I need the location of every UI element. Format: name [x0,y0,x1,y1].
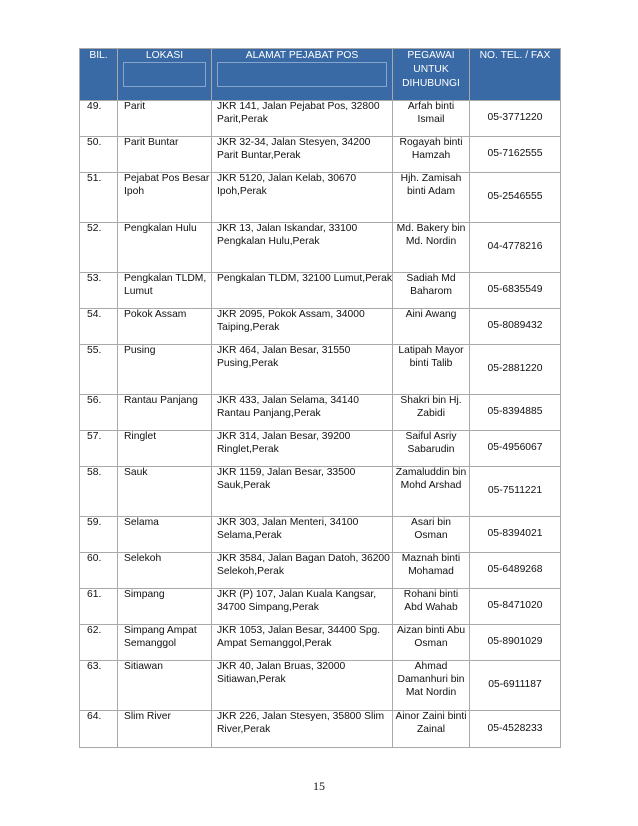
row-number: 62. [80,625,118,661]
row-contact: Sadiah Md Baharom [393,273,470,309]
row-contact: Ainor Zaini binti Zainal [393,711,470,748]
table-row [80,223,561,273]
row-contact: Rogayah binti Hamzah [393,137,470,173]
row-location: Ringlet [118,431,212,467]
header-pegawai: PEGAWAI UNTUK DIHUBUNGI [393,49,470,101]
row-location: Parit Buntar [118,137,212,173]
row-number: 61. [80,589,118,625]
header-tel: NO. TEL. / FAX [470,49,561,101]
row-address: JKR 303, Jalan Menteri, 34100 Selama,Perak [212,517,393,553]
table-row [80,101,561,137]
row-number: 53. [80,273,118,309]
row-contact: Zamaluddin bin Mohd Arshad [393,467,470,517]
row-contact: Maznah binti Mohamad [393,553,470,589]
row-number: 58. [80,467,118,517]
table-row [80,137,561,173]
row-number: 54. [80,309,118,345]
row-phone: 05-8089432 [470,309,561,345]
table-row [80,467,561,517]
row-phone: 05-4528233 [470,711,561,748]
table-header [80,49,561,101]
row-number: 59. [80,517,118,553]
row-contact: Rohani binti Abd Wahab [393,589,470,625]
row-address: JKR 3584, Jalan Bagan Datoh, 36200 Selekoh,Perak [212,553,393,589]
row-phone: 05-2881220 [470,345,561,395]
row-contact: Md. Bakery bin Md. Nordin [393,223,470,273]
table-row [80,345,561,395]
table-row [80,711,561,748]
row-contact: Ahmad Damanhuri bin Mat Nordin [393,661,470,711]
row-location: Pusing [118,345,212,395]
row-phone: 05-6911187 [470,661,561,711]
row-location: Pokok Assam [118,309,212,345]
row-location: Pejabat Pos Besar Ipoh [118,173,212,223]
row-location: Sauk [118,467,212,517]
row-address: JKR 2095, Pokok Assam, 34000 Taiping,Perak [212,309,393,345]
row-phone: 05-4956067 [470,431,561,467]
row-location: Parit [118,101,212,137]
row-phone: 05-6489268 [470,553,561,589]
row-address: JKR 13, Jalan Iskandar, 33100 Pengkalan Hulu,Perak [212,223,393,273]
row-number: 60. [80,553,118,589]
row-number: 50. [80,137,118,173]
row-address: JKR 141, Jalan Pejabat Pos, 32800 Parit,Perak [212,101,393,137]
row-address: JKR 1053, Jalan Besar, 34400 Spg. Ampat Semanggol,Perak [212,625,393,661]
row-phone: 05-7511221 [470,467,561,517]
row-number: 49. [80,101,118,137]
row-location: Pengkalan TLDM, Lumut [118,273,212,309]
row-address: Pengkalan TLDM, 32100 Lumut,Perak [212,273,393,309]
row-phone: 05-8471020 [470,589,561,625]
table-row [80,395,561,431]
row-contact: Aini Awang [393,309,470,345]
row-contact: Arfah binti Ismail [393,101,470,137]
row-number: 51. [80,173,118,223]
row-address: JKR 226, Jalan Stesyen, 35800 Slim River,Perak [212,711,393,748]
table-row [80,309,561,345]
row-location: Simpang [118,589,212,625]
row-location: Pengkalan Hulu [118,223,212,273]
table-row [80,589,561,625]
table-body [80,101,561,748]
row-phone: 05-7162555 [470,137,561,173]
row-contact: Saiful Asriy Sabarudin [393,431,470,467]
row-location: Rantau Panjang [118,395,212,431]
row-location: Simpang Ampat Semanggol [118,625,212,661]
table-row [80,431,561,467]
row-number: 56. [80,395,118,431]
row-number: 63. [80,661,118,711]
row-location: Selama [118,517,212,553]
row-number: 55. [80,345,118,395]
row-phone: 05-6835549 [470,273,561,309]
row-address: JKR 1159, Jalan Besar, 33500 Sauk,Perak [212,467,393,517]
header-row [80,49,561,101]
table-row [80,553,561,589]
row-phone: 05-8394885 [470,395,561,431]
row-address: JKR 40, Jalan Bruas, 32000 Sitiawan,Perak [212,661,393,711]
row-location: Slim River [118,711,212,748]
table-row [80,661,561,711]
row-contact: Latipah Mayor binti Talib [393,345,470,395]
post-office-directory-table [79,48,561,748]
table-row [80,173,561,223]
header-alamat: ALAMAT PEJABAT POS [212,49,393,101]
row-number: 57. [80,431,118,467]
row-contact: Hjh. Zamisah binti Adam [393,173,470,223]
row-phone: 05-3771220 [470,101,561,137]
row-address: JKR 5120, Jalan Kelab, 30670 Ipoh,Perak [212,173,393,223]
page-number: 15 [313,779,325,793]
row-phone: 05-8901029 [470,625,561,661]
row-contact: Aizan binti Abu Osman [393,625,470,661]
row-phone: 05-2546555 [470,173,561,223]
table-row [80,273,561,309]
row-location: Selekoh [118,553,212,589]
row-address: JKR 464, Jalan Besar, 31550 Pusing,Perak [212,345,393,395]
header-bil: BIL. [80,49,118,101]
row-contact: Asari bin Osman [393,517,470,553]
row-address: JKR 433, Jalan Selama, 34140 Rantau Panjang,Perak [212,395,393,431]
table-row [80,517,561,553]
row-phone: 04-4778216 [470,223,561,273]
row-number: 52. [80,223,118,273]
header-lokasi: LOKASI [118,49,212,101]
table-row [80,625,561,661]
row-address: JKR 32-34, Jalan Stesyen, 34200 Parit Buntar,Perak [212,137,393,173]
row-address: JKR (P) 107, Jalan Kuala Kangsar, 34700 Simpang,Perak [212,589,393,625]
row-contact: Shakri bin Hj. Zabidi [393,395,470,431]
row-address: JKR 314, Jalan Besar, 39200 Ringlet,Perak [212,431,393,467]
row-phone: 05-8394021 [470,517,561,553]
row-location: Sitiawan [118,661,212,711]
row-number: 64. [80,711,118,748]
